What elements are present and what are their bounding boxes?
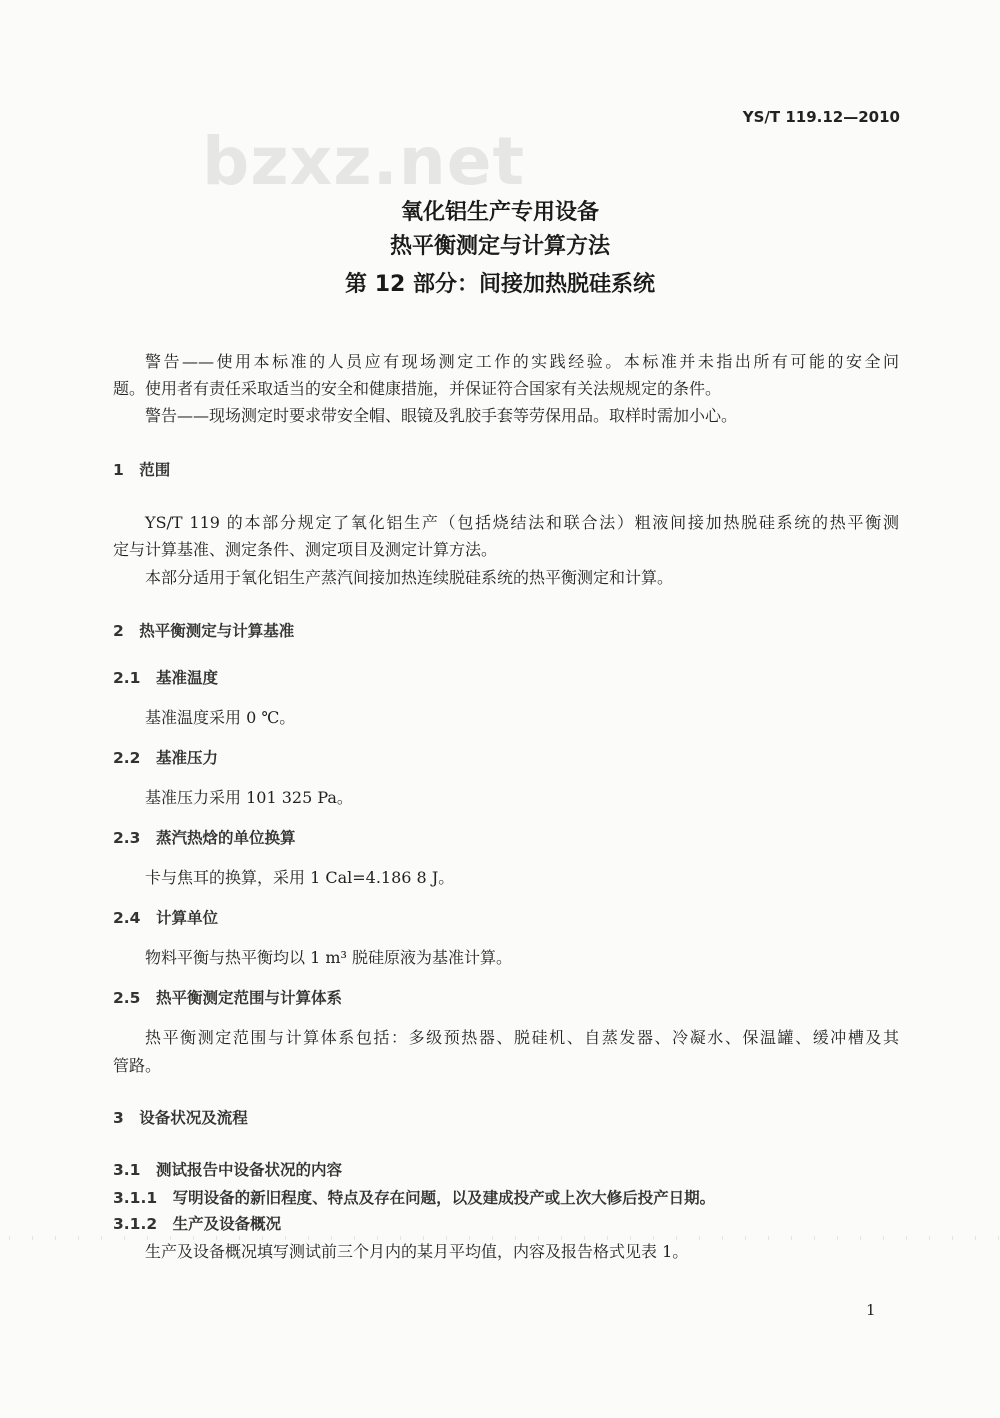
section-2-1-heading: 2.1 基准温度 — [113, 669, 218, 687]
page-number: 1 — [866, 1301, 876, 1319]
section-2-5-line-1: 热平衡测定范围与计算体系包括：多级预热器、脱硅机、自蒸发器、冷凝水、保温罐、缓冲槽及其 — [145, 1028, 899, 1047]
section-1-heading: 1 范围 — [113, 461, 171, 479]
section-2-2-text: 基准压力采用 101 325 Pa。 — [145, 788, 353, 807]
section-2-3-text: 卡与焦耳的换算，采用 1 Cal=4.186 8 J。 — [145, 868, 455, 887]
section-3-1-2-heading: 3.1.2 生产及设备概况 — [113, 1215, 282, 1233]
section-2-1-text: 基准温度采用 0 ℃。 — [145, 708, 296, 727]
section-2-4-text: 物料平衡与热平衡均以 1 m³ 脱硅原液为基准计算。 — [145, 948, 513, 967]
section-2-4-heading: 2.4 计算单位 — [113, 909, 218, 927]
standard-number: YS/T 119.12—2010 — [742, 108, 900, 126]
section-3-1-heading: 3.1 测试报告中设备状况的内容 — [113, 1161, 342, 1179]
section-2-5-line-2: 管路。 — [113, 1056, 162, 1075]
warning-2: 警告——现场测定时要求带安全帽、眼镜及乳胶手套等劳保用品。取样时需加小心。 — [145, 406, 738, 425]
section-2-heading: 2 热平衡测定与计算基准 — [113, 622, 295, 640]
scan-noise — [0, 1236, 1000, 1240]
scope-line-1: YS/T 119 的本部分规定了氧化铝生产（包括烧结法和联合法）粗液间接加热脱硅系统的热平衡测 — [145, 513, 899, 532]
section-3-1-2-text: 生产及设备概况填写测试前三个月内的某月平均值，内容及报告格式见表 1。 — [145, 1242, 689, 1261]
section-2-5-heading: 2.5 热平衡测定范围与计算体系 — [113, 989, 342, 1007]
section-2-2-heading: 2.2 基准压力 — [113, 749, 218, 767]
section-3-heading: 3 设备状况及流程 — [113, 1109, 248, 1127]
scope-applicability: 本部分适用于氧化铝生产蒸汽间接加热连续脱硅系统的热平衡测定和计算。 — [145, 568, 674, 587]
warning-1-line-2: 题。使用者有责任采取适当的安全和健康措施，并保证符合国家有关法规规定的条件。 — [113, 379, 722, 398]
watermark: bzxz.net — [202, 123, 526, 200]
title-line-2: 热平衡测定与计算方法 — [389, 234, 610, 259]
title-line-3: 第 12 部分：间接加热脱硅系统 — [345, 272, 655, 297]
scope-line-2: 定与计算基准、测定条件、测定项目及测定计算方法。 — [113, 540, 498, 559]
warning-1-line-1: 警告——使用本标准的人员应有现场测定工作的实践经验。本标准并未指出所有可能的安全问 — [145, 352, 899, 371]
title-line-1: 氧化铝生产专用设备 — [400, 200, 599, 225]
section-2-3-heading: 2.3 蒸汽热焓的单位换算 — [113, 829, 296, 847]
section-3-1-1: 3.1.1 写明设备的新旧程度、特点及存在问题，以及建成投产或上次大修后投产日期。 — [113, 1189, 716, 1207]
